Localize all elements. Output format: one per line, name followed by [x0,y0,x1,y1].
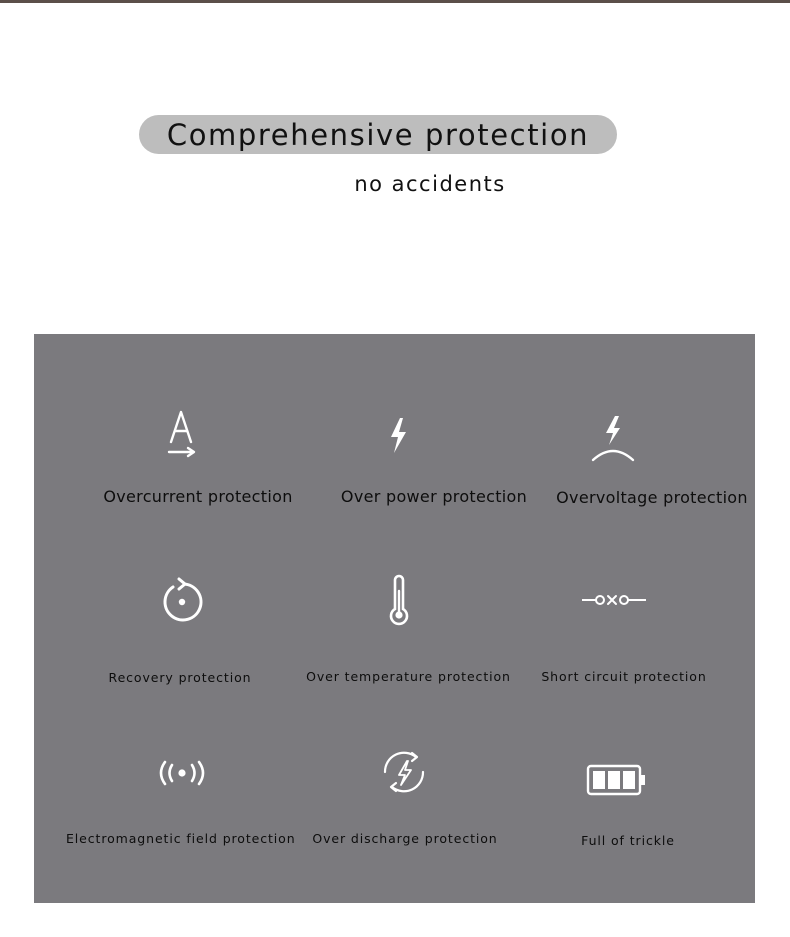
battery-icon [584,748,648,812]
short-circuit-icon [582,569,646,633]
overvoltage-icon [582,404,646,468]
recovery-icon [150,569,214,633]
lightning-icon [366,404,430,468]
page-title: Comprehensive protection [139,115,617,154]
electromagnetic-icon [150,740,214,804]
feature-label-over-power: Over power protection [340,487,528,506]
thermometer-icon [367,569,431,633]
feature-label-electromagnetic: Electromagnetic field protection [66,831,296,846]
feature-label-recovery: Recovery protection [108,670,252,685]
feature-label-overcurrent: Overcurrent protection [103,487,293,506]
top-divider [0,0,790,3]
feature-label-overvoltage: Overvoltage protection [556,488,748,507]
feature-label-trickle: Full of trickle [581,833,675,848]
feature-label-over-temperature: Over temperature protection [306,669,511,684]
feature-label-short-circuit: Short circuit protection [541,669,707,684]
discharge-icon [372,740,436,804]
feature-label-over-discharge: Over discharge protection [312,831,498,846]
features-panel [34,334,755,903]
page-subtitle: no accidents [354,172,506,196]
overcurrent-icon [149,404,213,468]
